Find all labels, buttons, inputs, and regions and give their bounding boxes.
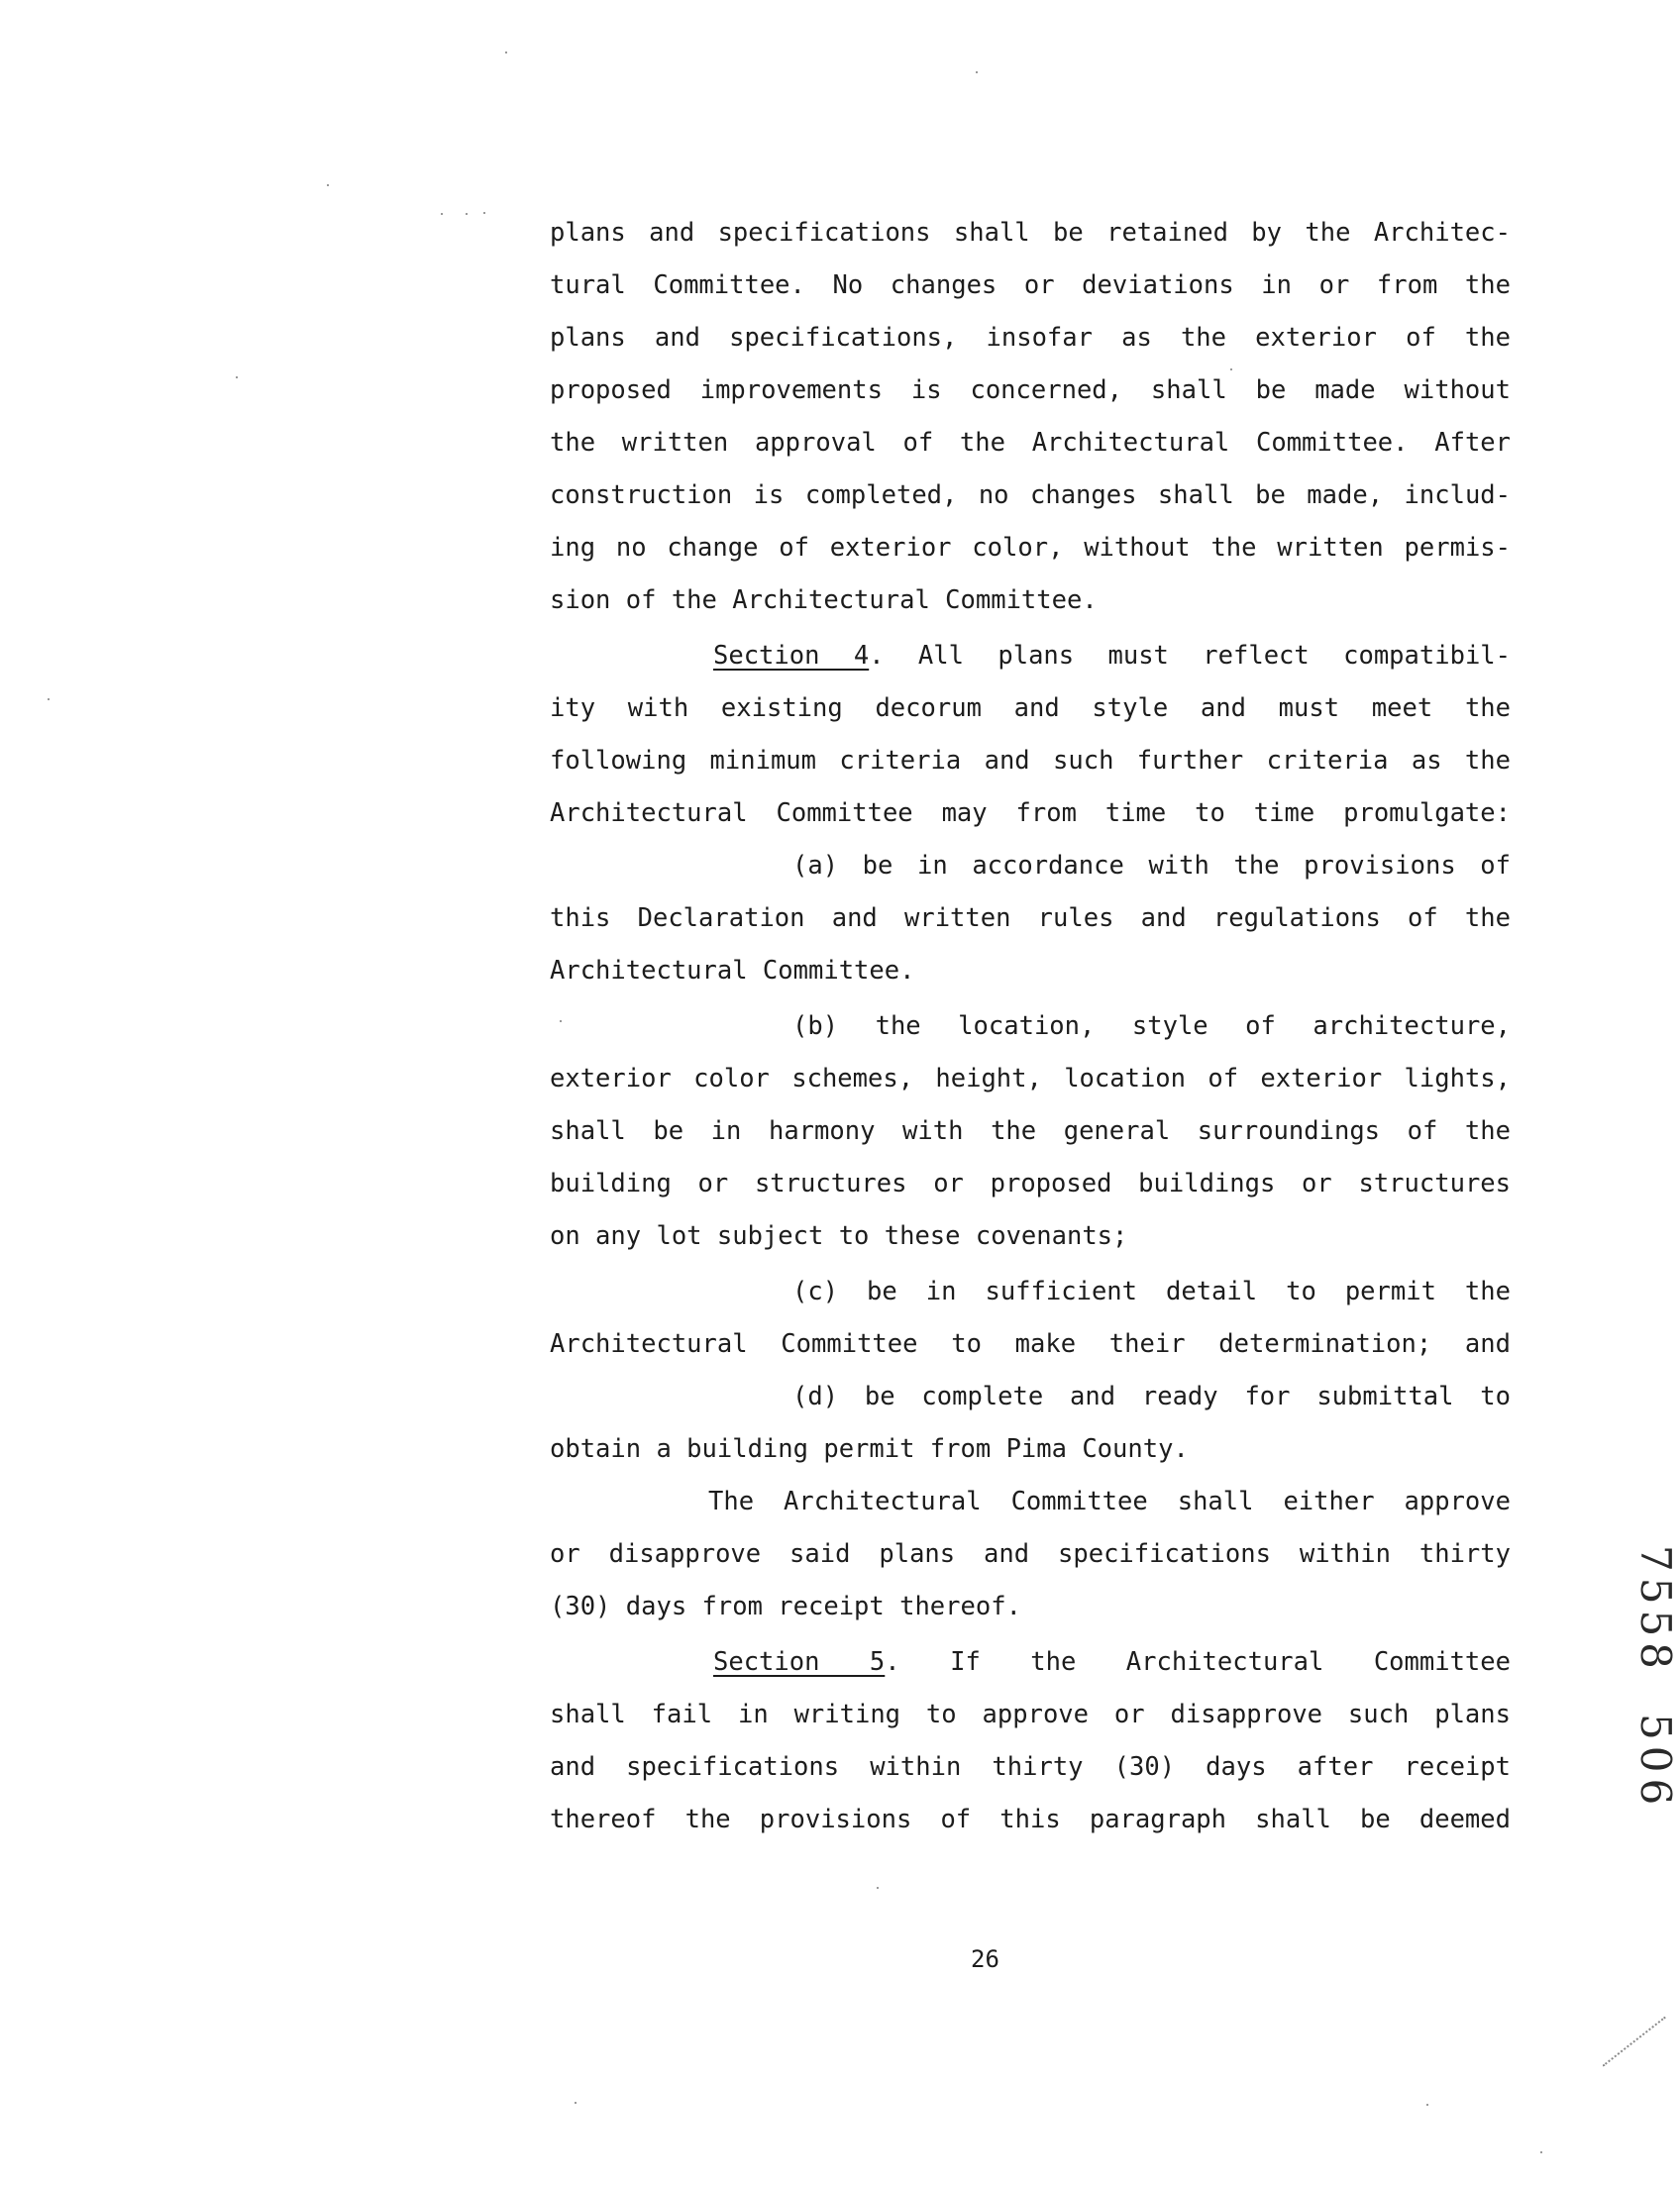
item-b-first-line: (b) the location, style of architecture, [792, 1011, 1511, 1041]
page-number: 26 [971, 1945, 999, 1973]
scan-speck [575, 2102, 577, 2104]
text-line: Architectural Committee. [550, 956, 915, 986]
scan-speck [441, 213, 443, 215]
text-line: ing no change of exterior color, without the written permis- [550, 533, 1511, 563]
text-line: plans and specifications shall be retained by the Architec- [550, 218, 1511, 248]
scan-speck [1426, 2104, 1428, 2106]
stamp-page-number: 506 [1631, 1714, 1680, 1812]
text-line: Architectural Committee to make their determination; and [550, 1329, 1511, 1359]
item-d-first-line: (d) be complete and ready for submittal to [792, 1382, 1511, 1411]
text-line: exterior color schemes, height, location of exterior lights, [550, 1064, 1511, 1094]
text-line: tural Committee. No changes or deviations in or from the [550, 270, 1511, 300]
text-line: ity with existing decorum and style and must meet the [550, 693, 1511, 723]
scan-speck [1230, 368, 1232, 370]
section-5-heading: Section 5 [713, 1647, 886, 1677]
scan-speck [466, 213, 468, 215]
text-line: shall fail in writing to approve or disapprove such plans [550, 1700, 1511, 1729]
text-line: obtain a building permit from Pima County. [550, 1434, 1189, 1464]
text-line: proposed improvements is concerned, shall be made without [550, 375, 1511, 405]
text-line: sion of the Architectural Committee. [550, 585, 1098, 615]
text-line: building or structures or proposed buildings or structures [550, 1169, 1511, 1198]
scan-speck [483, 212, 485, 214]
text-line: or disapprove said plans and specifications within thirty [550, 1539, 1511, 1569]
text-line: this Declaration and written rules and regulations of the [550, 903, 1511, 933]
text-line: on any lot subject to these covenants; [550, 1221, 1128, 1251]
section-5-first-line [550, 1642, 1511, 1682]
stamp-book-number: 7558 [1631, 1545, 1680, 1675]
recording-stamp [1570, 1545, 1680, 1812]
section-4-first-line [550, 636, 1511, 676]
scan-speck [560, 1020, 562, 1022]
section-4-first-line-text: . All plans must reflect compatibil- [869, 641, 1512, 671]
text-line: thereof the provisions of this paragraph shall be deemed [550, 1805, 1511, 1834]
item-c-first-line: (c) be in sufficient detail to permit the [792, 1277, 1511, 1306]
scan-speck [236, 376, 238, 378]
scan-speck [505, 52, 507, 53]
scan-mark [1603, 2017, 1667, 2068]
section-4-heading: Section 4 [713, 641, 870, 671]
text-line: construction is completed, no changes shall be made, includ- [550, 480, 1511, 510]
text-line: plans and specifications, insofar as the exterior of the [550, 323, 1511, 353]
text-line: following minimum criteria and such further criteria as the [550, 746, 1511, 776]
scan-speck [976, 71, 978, 73]
text-line: Architectural Committee may from time to time promulgate: [550, 798, 1511, 828]
scan-speck [48, 698, 50, 700]
text-line: the written approval of the Architectural Committee. After [550, 428, 1511, 458]
section-5-first-line-text: . If the Architectural Committee [885, 1647, 1511, 1677]
item-a-first-line: (a) be in accordance with the provisions of [792, 851, 1511, 881]
closing-first-line: The Architectural Committee shall either approve [708, 1487, 1511, 1516]
scan-speck [877, 1887, 879, 1889]
text-line: shall be in harmony with the general surroundings of the [550, 1116, 1511, 1146]
scan-speck [1540, 2151, 1542, 2153]
scan-speck [327, 184, 329, 186]
text-line: and specifications within thirty (30) days after receipt [550, 1752, 1511, 1782]
text-line: (30) days from receipt thereof. [550, 1592, 1021, 1621]
